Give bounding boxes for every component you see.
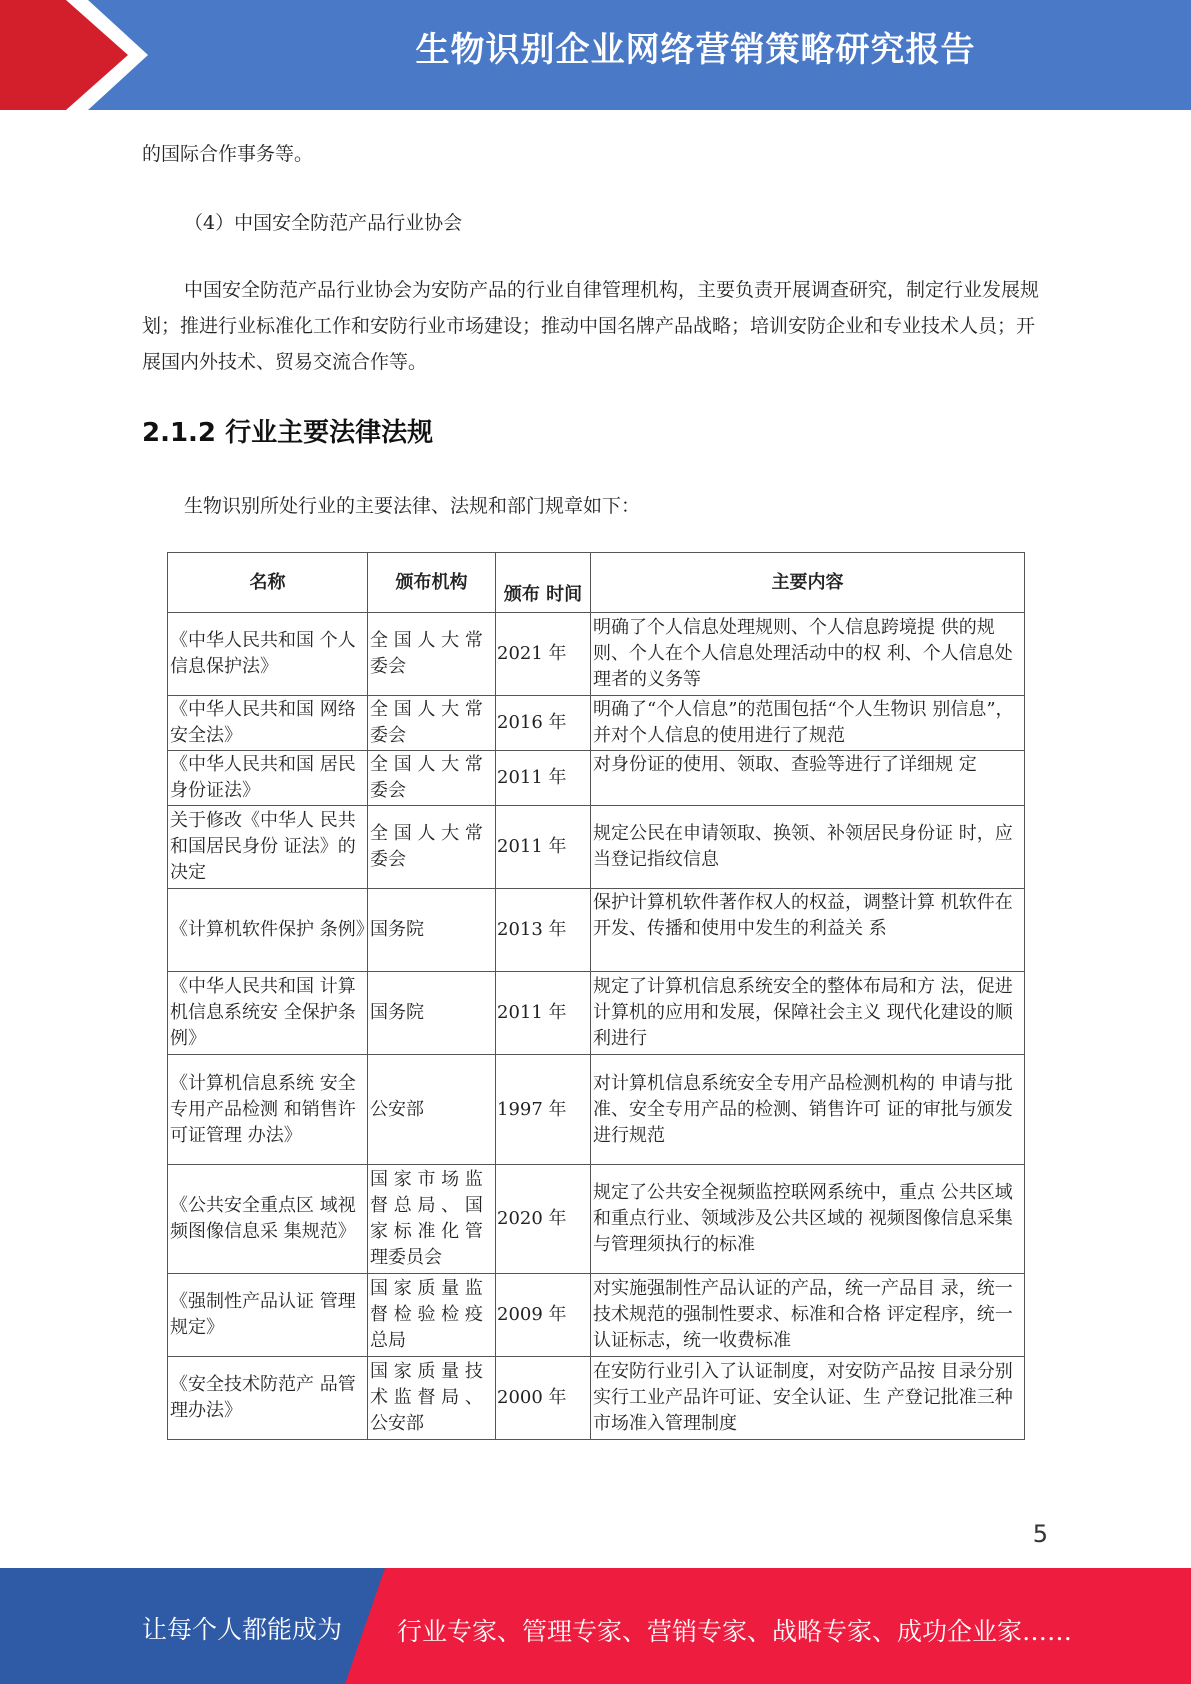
cell-org: 国务院 — [368, 889, 496, 972]
cell-year: 2013 年 — [496, 889, 591, 972]
cell-content: 对身份证的使用、领取、查验等进行了详细规 定 — [591, 751, 1025, 806]
header-content: 主要内容 — [591, 553, 1025, 613]
cell-org: 全 国 人 大 常 委会 — [368, 613, 496, 696]
table-row — [168, 696, 1025, 751]
cell-name: 《中华人民共和国 个人信息保护法》 — [168, 613, 368, 696]
header-name: 名称 — [168, 553, 368, 613]
cell-name: 《安全技术防范产 品管理办法》 — [168, 1357, 368, 1440]
laws-table — [167, 552, 1025, 1440]
cell-org: 公安部 — [368, 1055, 496, 1165]
cell-content: 规定公民在申请领取、换领、补领居民身份证 时，应当登记指纹信息 — [591, 806, 1025, 889]
cell-year: 2016 年 — [496, 696, 591, 751]
cell-content: 在安防行业引入了认证制度，对安防产品按 目录分别实行工业产品许可证、安全认证、生 产登记批准三种市场准入管理制度 — [591, 1357, 1025, 1440]
cell-org: 国 家 市 场 监 督 总 局 、 国 家 标 准 化 管 理委员会 — [368, 1165, 496, 1274]
cell-name: 《计算机信息系统 安全专用产品检测 和销售许可证管理 办法》 — [168, 1055, 368, 1165]
cell-name: 《中华人民共和国 网络安全法》 — [168, 696, 368, 751]
cell-year: 2009 年 — [496, 1274, 591, 1357]
cell-org: 国 家 质 量 监 督 检 验 检 疫 总局 — [368, 1274, 496, 1357]
cell-content: 明确了“个人信息”的范围包括“个人生物识 别信息”，并对个人信息的使用进行了规范 — [591, 696, 1025, 751]
cell-content: 规定了计算机信息系统安全的整体布局和方 法，促进计算机的应用和发展，保障社会主义 现代化建设的顺利进行 — [591, 972, 1025, 1055]
cell-org: 全 国 人 大 常 委会 — [368, 806, 496, 889]
cell-name: 《中华人民共和国 居民身份证法》 — [168, 751, 368, 806]
table-row — [168, 972, 1025, 1055]
section-heading: 2.1.2 行业主要法律法规 — [142, 418, 434, 448]
header-red-chevron — [0, 0, 150, 110]
cell-year: 2020 年 — [496, 1165, 591, 1274]
table-row — [168, 751, 1025, 806]
footer-slogan-right: 行业专家、管理专家、营销专家、战略专家、成功企业家…… — [397, 1617, 1073, 1646]
cell-content: 保护计算机软件著作权人的权益，调整计算 机软件在开发、传播和使用中发生的利益关 系 — [591, 889, 1025, 972]
cell-content: 对实施强制性产品认证的产品，统一产品目 录，统一技术规范的强制性要求、标准和合格 评定程序，统一认证标志，统一收费标准 — [591, 1274, 1025, 1357]
table-row — [168, 889, 1025, 972]
cell-org: 国 家 质 量 技 术 监 督 局 、 公安部 — [368, 1357, 496, 1440]
table-row — [168, 806, 1025, 889]
cell-name: 《强制性产品认证 管理规定》 — [168, 1274, 368, 1357]
cell-content: 规定了公共安全视频监控联网系统中，重点 公共区域和重点行业、领域涉及公共区域的 视频图像信息采集与管理须执行的标准 — [591, 1165, 1025, 1274]
table-row — [168, 1357, 1025, 1440]
subsection-item-4: （4）中国安全防范产品行业协会 — [184, 212, 463, 234]
cell-name: 《中华人民共和国 计算机信息系统安 全保护条例》 — [168, 972, 368, 1055]
table-row — [168, 1274, 1025, 1357]
cell-year: 2011 年 — [496, 751, 591, 806]
paragraph-association: 中国安全防范产品行业协会为安防产品的行业自律管理机构，主要负责开展调查研究，制定行业发展规划；推进行业标准化工作和安防行业市场建设；推动中国名牌产品战略；培训安防企业和专业技术人员；开展国内外技术、贸易交流合作等。 — [142, 279, 1040, 373]
cell-org: 全 国 人 大 常 委会 — [368, 696, 496, 751]
cell-year: 2011 年 — [496, 972, 591, 1055]
cell-year: 1997 年 — [496, 1055, 591, 1165]
cell-content: 明确了个人信息处理规则、个人信息跨境提 供的规则、个人在个人信息处理活动中的权 利、个人信息处理者的义务等 — [591, 613, 1025, 696]
paragraph-continuation: 的国际合作事务等。 — [142, 143, 314, 165]
header-org: 颁布机构 — [368, 553, 496, 613]
page-number: 5 — [1032, 1520, 1048, 1548]
table-row — [168, 1165, 1025, 1274]
cell-year: 2021 年 — [496, 613, 591, 696]
table-intro: 生物识别所处行业的主要法律、法规和部门规章如下： — [184, 495, 641, 517]
cell-name: 《公共安全重点区 域视频图像信息采 集规范》 — [168, 1165, 368, 1274]
cell-name: 关于修改《中华人 民共和国居民身份 证法》的决定 — [168, 806, 368, 889]
cell-org: 国务院 — [368, 972, 496, 1055]
table-row — [168, 613, 1025, 696]
cell-content: 对计算机信息系统安全专用产品检测机构的 申请与批准、安全专用产品的检测、销售许可 证的审批与颁发进行规范 — [591, 1055, 1025, 1165]
header-time: 颁布 时间 — [496, 553, 591, 613]
cell-year: 2011 年 — [496, 806, 591, 889]
table-header-row — [168, 553, 1025, 613]
table-row — [168, 1055, 1025, 1165]
cell-year: 2000 年 — [496, 1357, 591, 1440]
footer-slogan-left: 让每个人都能成为 — [142, 1615, 343, 1644]
cell-org: 全 国 人 大 常 委会 — [368, 751, 496, 806]
cell-name: 《计算机软件保护 条例》 — [168, 889, 368, 972]
report-title: 生物识别企业网络营销策略研究报告 — [415, 30, 976, 70]
